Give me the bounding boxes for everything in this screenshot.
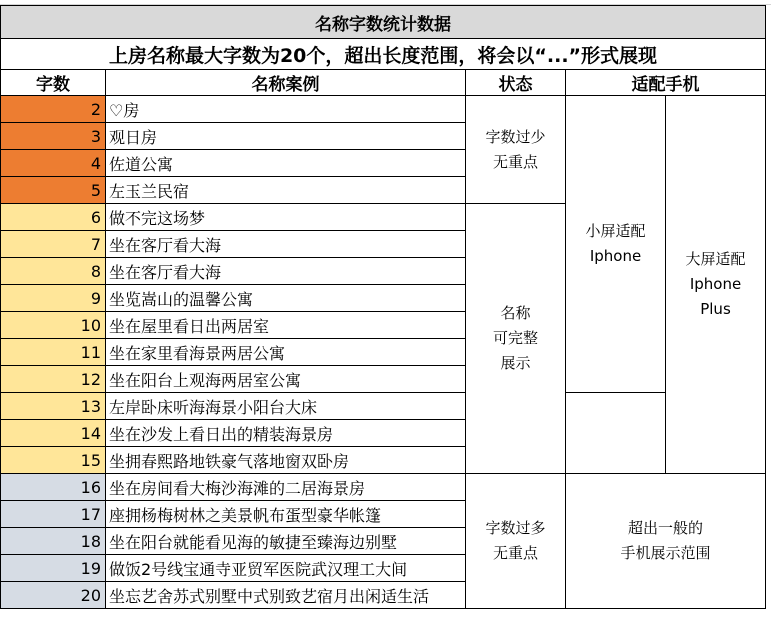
header-count[interactable]: 字数 [1, 70, 106, 96]
name-cell[interactable]: 坐在阳台就能看见海的敏捷至臻海边别墅 [106, 528, 466, 555]
table-subtitle[interactable]: 上房名称最大字数为20个，超出长度范围，将会以“...”形式展现 [1, 39, 766, 70]
table-row [1, 393, 766, 420]
count-cell[interactable]: 3 [1, 123, 106, 150]
name-cell[interactable]: 坐在客厅看大海 [106, 258, 466, 285]
count-cell[interactable]: 5 [1, 177, 106, 204]
name-cell[interactable]: 座拥杨梅树林之美景帆布蛋型豪华帐篷 [106, 501, 466, 528]
phone-text: 手机展示范围 [620, 544, 711, 562]
name-cell[interactable]: 做不完这场梦 [106, 204, 466, 231]
name-cell[interactable]: 坐在沙发上看日出的精装海景房 [106, 420, 466, 447]
name-cell[interactable]: 左岸卧床听海海景小阳台大床 [106, 393, 466, 420]
name-cell[interactable]: 坐拥春熙路地铁豪气落地窗双卧房 [106, 447, 466, 474]
status-text: 无重点 [492, 152, 538, 171]
header-phone[interactable]: 适配手机 [566, 70, 766, 96]
count-cell[interactable]: 8 [1, 258, 106, 285]
count-cell[interactable]: 15 [1, 447, 106, 474]
name-cell[interactable]: 左玉兰民宿 [106, 177, 466, 204]
phone-large-screen[interactable] [666, 96, 766, 474]
status-too-many[interactable] [466, 474, 566, 609]
phone-empty-cell[interactable] [566, 393, 666, 474]
status-text: 字数过多 [485, 519, 546, 537]
count-cell[interactable]: 20 [1, 582, 106, 609]
status-text: 可完整 [492, 329, 538, 347]
name-cell[interactable]: 做饭2号线宝通寺亚贸军医院武汉理工大间 [106, 555, 466, 582]
count-cell[interactable]: 6 [1, 204, 106, 231]
status-full-display[interactable] [466, 204, 566, 474]
status-text: 无重点 [492, 544, 538, 562]
count-cell[interactable]: 7 [1, 231, 106, 258]
header-status[interactable]: 状态 [466, 70, 566, 96]
name-cell[interactable]: 坐在家里看海景两居公寓 [106, 339, 466, 366]
phone-text: 超出一般的 [627, 519, 703, 537]
phone-text: 大屏适配 [685, 250, 746, 268]
name-cell[interactable]: 坐在屋里看日出两居室 [106, 312, 466, 339]
table-row [1, 96, 766, 123]
phone-text: Plus [700, 300, 731, 318]
name-cell[interactable]: 观日房 [106, 123, 466, 150]
count-cell[interactable]: 14 [1, 420, 106, 447]
count-cell[interactable]: 11 [1, 339, 106, 366]
status-text: 字数过少 [485, 127, 546, 146]
table-row [1, 474, 766, 501]
header-example[interactable]: 名称案例 [106, 70, 466, 96]
count-cell[interactable]: 13 [1, 393, 106, 420]
table-title[interactable]: 名称字数统计数据 [1, 6, 766, 39]
count-cell[interactable]: 2 [1, 96, 106, 123]
count-cell[interactable]: 12 [1, 366, 106, 393]
phone-small-screen[interactable] [566, 96, 666, 393]
name-cell[interactable]: 佐道公寓 [106, 150, 466, 177]
name-cell[interactable]: 坐在房间看大梅沙海滩的二居海景房 [106, 474, 466, 501]
count-cell[interactable]: 17 [1, 501, 106, 528]
count-cell[interactable]: 4 [1, 150, 106, 177]
phone-text: Iphone [689, 275, 742, 293]
count-cell[interactable]: 18 [1, 528, 106, 555]
phone-text: 小屏适配 [585, 222, 646, 240]
data-table [0, 5, 766, 609]
name-cell[interactable]: 坐在客厅看大海 [106, 231, 466, 258]
status-too-few[interactable] [466, 96, 566, 204]
count-cell[interactable]: 10 [1, 312, 106, 339]
count-cell[interactable]: 19 [1, 555, 106, 582]
name-cell[interactable]: 坐览嵩山的温馨公寓 [106, 285, 466, 312]
name-cell[interactable]: 坐忘艺舍苏式别墅中式别致艺宿月出闲适生活 [106, 582, 466, 609]
phone-beyond-range[interactable] [566, 474, 766, 609]
count-cell[interactable]: 16 [1, 474, 106, 501]
count-cell[interactable]: 9 [1, 285, 106, 312]
status-text: 展示 [500, 354, 531, 372]
status-text: 名称 [500, 304, 531, 322]
phone-text: Iphone [589, 247, 642, 265]
name-cell[interactable]: 坐在阳台上观海两居室公寓 [106, 366, 466, 393]
name-cell[interactable]: ♡房 [106, 96, 466, 123]
